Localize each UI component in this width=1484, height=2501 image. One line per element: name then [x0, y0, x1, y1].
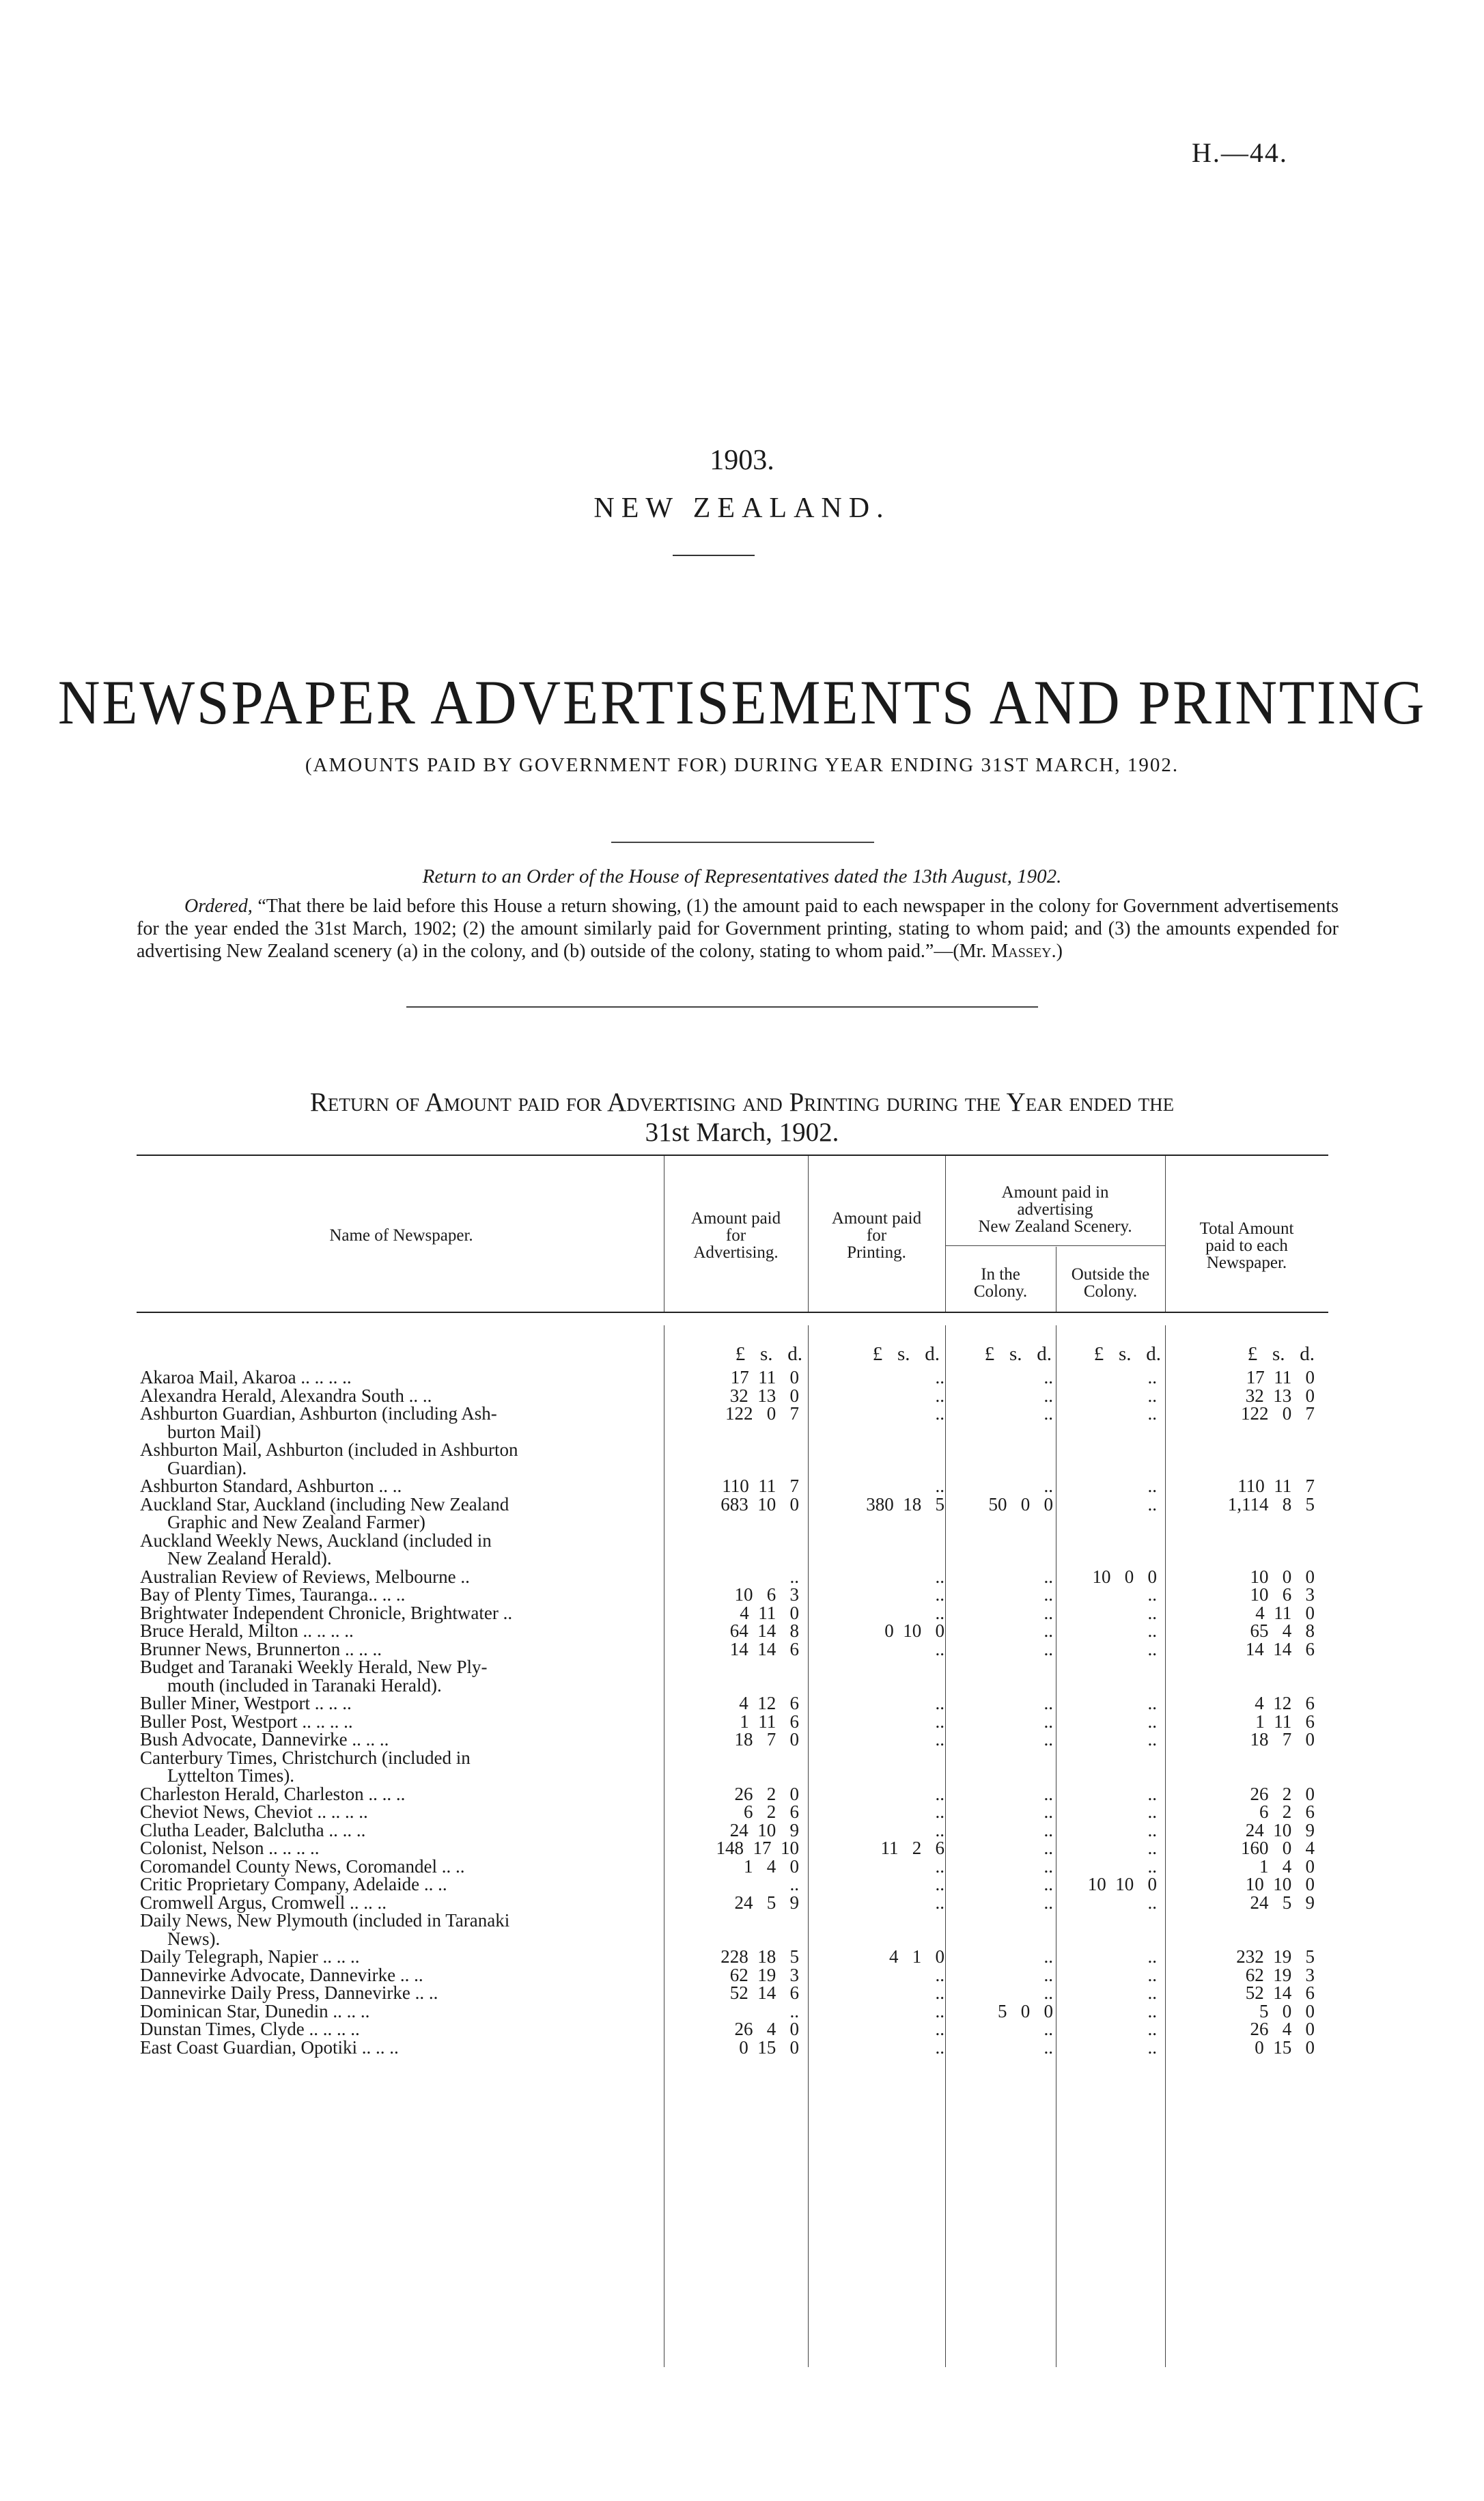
- order-closing: .): [1051, 941, 1063, 962]
- table-row: [0, 1966, 1484, 1985]
- header-printing: Amount paid for Printing.: [831, 1209, 922, 1262]
- amount-advertising: 64 14 8: [729, 1620, 799, 1641]
- amount-printing: ..: [935, 1602, 944, 1623]
- amount-scenery-in-colony: ..: [1044, 1711, 1053, 1732]
- amount-printing: 11 2 6: [880, 1838, 944, 1858]
- table-row: [0, 2002, 1484, 2021]
- amount-advertising: 122 0 7: [725, 1403, 799, 1424]
- amount-advertising: 0 15 0: [739, 2036, 799, 2058]
- amount-scenery-outside-colony: ..: [1147, 1385, 1157, 1406]
- newspaper-name: News).: [167, 1928, 221, 1949]
- table-row: [0, 1459, 1484, 1478]
- amount-advertising: 110 11 7: [722, 1476, 799, 1496]
- amount-scenery-in-colony: 50 0 0: [988, 1493, 1053, 1515]
- amount-scenery-outside-colony: ..: [1147, 1838, 1157, 1858]
- table-row: [0, 1857, 1484, 1876]
- newspaper-name: Bay of Plenty Times, Tauranga.. .. ..: [140, 1584, 406, 1605]
- amount-printing: ..: [935, 1367, 944, 1387]
- amount-total: 5 0 0: [1259, 2000, 1315, 2021]
- amount-scenery-outside-colony: 10 0 0: [1092, 1566, 1157, 1587]
- amount-total: 10 0 0: [1250, 1566, 1315, 1587]
- amount-scenery-outside-colony: ..: [1147, 2000, 1157, 2021]
- amount-total: 24 10 9: [1245, 1819, 1315, 1840]
- amount-advertising: 32 13 0: [729, 1385, 799, 1406]
- amount-total: 110 11 7: [1237, 1476, 1315, 1496]
- newspaper-name: Canterbury Times, Christchurch (included in: [140, 1747, 471, 1768]
- amount-printing: ..: [935, 1385, 944, 1406]
- amount-printing: 0 10 0: [884, 1620, 944, 1641]
- newspaper-name: Ashburton Mail, Ashburton (included in Ashburton: [140, 1439, 518, 1460]
- newspaper-name: Cromwell Argus, Cromwell .. .. ..: [140, 1892, 387, 1913]
- amount-scenery-in-colony: ..: [1044, 1403, 1053, 1424]
- amount-scenery-in-colony: ..: [1044, 1946, 1053, 1967]
- amount-scenery-in-colony: ..: [1044, 1982, 1053, 2003]
- newspaper-name: mouth (included in Taranaki Herald).: [167, 1674, 442, 1696]
- amount-printing: ..: [935, 1819, 944, 1840]
- amount-advertising: 62 19 3: [729, 1964, 799, 1985]
- newspaper-name: Charleston Herald, Charleston .. .. ..: [140, 1783, 406, 1804]
- amount-scenery-outside-colony: ..: [1147, 1602, 1157, 1623]
- table-row: [0, 1640, 1484, 1659]
- amount-printing: ..: [935, 1403, 944, 1424]
- header-in-colony: In the Colony.: [973, 1265, 1028, 1301]
- newspaper-name: burton Mail): [167, 1421, 262, 1442]
- year-heading: 1903.: [710, 445, 774, 476]
- return-title-line2: 31st March, 1902.: [645, 1118, 839, 1147]
- amount-printing: ..: [935, 1566, 944, 1587]
- newspaper-name: Buller Miner, Westport .. .. ..: [140, 1693, 352, 1713]
- table-row: [0, 1730, 1484, 1749]
- newspaper-name: Lyttelton Times).: [167, 1765, 295, 1786]
- table-row: [0, 1803, 1484, 1821]
- amount-scenery-in-colony: ..: [1044, 1602, 1053, 1623]
- unit-in-colony: £ s. d.: [984, 1343, 1052, 1365]
- amount-advertising: 683 10 0: [720, 1493, 799, 1515]
- amount-printing: ..: [935, 1638, 944, 1659]
- amount-scenery-in-colony: ..: [1044, 1367, 1053, 1387]
- newspaper-name: Brunner News, Brunnerton .. .. ..: [140, 1638, 382, 1659]
- amount-scenery-outside-colony: ..: [1147, 1946, 1157, 1967]
- divider: [611, 842, 874, 843]
- amount-scenery-in-colony: ..: [1044, 1729, 1053, 1750]
- amount-printing: ..: [935, 1874, 944, 1894]
- scenery-subrule: [945, 1245, 1165, 1246]
- table-header-rule: [137, 1312, 1328, 1313]
- amount-scenery-outside-colony: ..: [1147, 1493, 1157, 1515]
- table-row: [0, 1839, 1484, 1857]
- amount-scenery-in-colony: ..: [1044, 1838, 1053, 1858]
- amount-advertising: 18 7 0: [734, 1729, 799, 1750]
- amount-printing: 380 18 5: [866, 1493, 944, 1515]
- amount-printing: ..: [935, 1982, 944, 2003]
- table-row: [0, 1875, 1484, 1894]
- amount-total: 4 11 0: [1255, 1602, 1315, 1623]
- return-title: [0, 1088, 1484, 1148]
- newspaper-name: New Zealand Herald).: [167, 1548, 332, 1569]
- amount-scenery-outside-colony: ..: [1147, 1403, 1157, 1424]
- header-scenery: Amount paid in advertising New Zealand Scenery.: [978, 1183, 1132, 1236]
- amount-total: 0 15 0: [1255, 2036, 1315, 2058]
- amount-advertising: 24 5 9: [734, 1892, 799, 1913]
- table-row: [0, 1423, 1484, 1441]
- table-row: [0, 1948, 1484, 1966]
- unit-total: £ s. d.: [1247, 1343, 1315, 1365]
- amount-scenery-in-colony: ..: [1044, 1783, 1053, 1804]
- amount-scenery-in-colony: ..: [1044, 1855, 1053, 1877]
- amount-total: 26 4 0: [1250, 2019, 1315, 2039]
- divider: [673, 555, 755, 556]
- amount-scenery-outside-colony: ..: [1147, 1964, 1157, 1985]
- table-row: [0, 1586, 1484, 1604]
- table-row: [0, 1984, 1484, 2002]
- amount-scenery-outside-colony: ..: [1147, 2036, 1157, 2058]
- amount-scenery-outside-colony: ..: [1147, 1693, 1157, 1713]
- table-row: [0, 1749, 1484, 1767]
- amount-advertising: 4 12 6: [739, 1693, 799, 1713]
- amount-scenery-outside-colony: ..: [1147, 2019, 1157, 2039]
- newspaper-name: Dominican Star, Dunedin .. .. ..: [140, 2000, 370, 2021]
- amount-advertising: 228 18 5: [720, 1946, 799, 1967]
- table-row: [0, 1532, 1484, 1550]
- newspaper-name: East Coast Guardian, Opotiki .. .. ..: [140, 2036, 399, 2058]
- amount-total: 1,114 8 5: [1227, 1493, 1315, 1515]
- amount-scenery-in-colony: ..: [1044, 1620, 1053, 1641]
- amount-scenery-outside-colony: ..: [1147, 1801, 1157, 1822]
- table-row: [0, 1785, 1484, 1804]
- amount-scenery-in-colony: ..: [1044, 2036, 1053, 2058]
- header-name: Name of Newspaper.: [329, 1226, 473, 1245]
- amount-total: 232 19 5: [1236, 1946, 1315, 1967]
- newspaper-name: Clutha Leader, Balclutha .. .. ..: [140, 1819, 366, 1840]
- amount-advertising: 10 6 3: [734, 1584, 799, 1605]
- amount-scenery-outside-colony: ..: [1147, 1584, 1157, 1605]
- amount-printing: ..: [935, 1964, 944, 1985]
- newspaper-name: Buller Post, Westport .. .. .. ..: [140, 1711, 353, 1732]
- table-row: [0, 1405, 1484, 1423]
- amount-scenery-in-colony: ..: [1044, 1801, 1053, 1822]
- document-reference: H.—44.: [1192, 137, 1288, 168]
- amount-printing: ..: [935, 1476, 944, 1496]
- amount-printing: ..: [935, 1711, 944, 1732]
- table-top-rule: [137, 1155, 1328, 1156]
- amount-total: 32 13 0: [1245, 1385, 1315, 1406]
- order-body: “That there be laid before this House a return showing, (1) the amount paid to each newspaper in the colony for Government advertisements for the year ended the 31st March, 1902; (2) the amount similarly paid for Government printing, stating to whom paid; and (3) the amounts expended for advertising New Zealand scenery (a) in the colony, and (b) outside of the colony, stating to whom paid.”—(Mr.: [137, 896, 1339, 962]
- amount-total: 4 12 6: [1255, 1693, 1315, 1713]
- amount-scenery-outside-colony: ..: [1147, 1729, 1157, 1750]
- amount-total: 52 14 6: [1245, 1982, 1315, 2003]
- amount-advertising: 17 11 0: [730, 1367, 799, 1387]
- amount-printing: 4 1 0: [889, 1946, 944, 1967]
- amount-total: 62 19 3: [1245, 1964, 1315, 1985]
- amount-scenery-outside-colony: ..: [1147, 1476, 1157, 1496]
- table-row: [0, 1441, 1484, 1459]
- amount-advertising: 6 2 6: [744, 1801, 799, 1822]
- amount-scenery-outside-colony: ..: [1147, 1783, 1157, 1804]
- amount-total: 160 0 4: [1241, 1838, 1315, 1858]
- amount-advertising: 24 10 9: [729, 1819, 799, 1840]
- newspaper-name: Coromandel County News, Coromandel .. ..: [140, 1855, 465, 1877]
- newspaper-name: Dannevirke Advocate, Dannevirke .. ..: [140, 1964, 423, 1985]
- amount-printing: ..: [935, 2036, 944, 2058]
- amount-advertising: 1 4 0: [744, 1855, 799, 1877]
- header-total: Total Amount paid to each Newspaper.: [1199, 1219, 1294, 1272]
- amount-scenery-in-colony: ..: [1044, 1385, 1053, 1406]
- newspaper-name: Budget and Taranaki Weekly Herald, New Ply-: [140, 1657, 488, 1677]
- newspaper-name: Dannevirke Daily Press, Dannevirke .. ..: [140, 1982, 438, 2003]
- newspaper-name: Bush Advocate, Dannevirke .. .. ..: [140, 1729, 389, 1750]
- header-advertising: Amount paid for Advertising.: [690, 1209, 781, 1262]
- amount-scenery-in-colony: ..: [1044, 1874, 1053, 1894]
- table-row: [0, 1622, 1484, 1640]
- amount-total: 65 4 8: [1250, 1620, 1315, 1641]
- unit-outside-colony: £ s. d.: [1093, 1343, 1161, 1365]
- amount-scenery-outside-colony: ..: [1147, 1638, 1157, 1659]
- newspaper-name: Ashburton Standard, Ashburton .. ..: [140, 1476, 402, 1496]
- amount-total: 24 5 9: [1250, 1892, 1315, 1913]
- amount-total: 122 0 7: [1241, 1403, 1315, 1424]
- amount-scenery-outside-colony: ..: [1147, 1819, 1157, 1840]
- amount-scenery-outside-colony: ..: [1147, 1892, 1157, 1913]
- amount-scenery-in-colony: ..: [1044, 1964, 1053, 1985]
- amount-advertising: ..: [789, 1874, 799, 1894]
- amount-advertising: 26 4 0: [734, 2019, 799, 2039]
- amount-total: 1 11 6: [1255, 1711, 1315, 1732]
- newspaper-name: Akaroa Mail, Akaroa .. .. .. ..: [140, 1367, 352, 1387]
- order-text: [137, 895, 1339, 963]
- newspaper-name: Critic Proprietary Company, Adelaide .. ..: [140, 1874, 447, 1894]
- newspaper-name: Cheviot News, Cheviot .. .. .. ..: [140, 1801, 368, 1822]
- return-title-line1: Return of Amount paid for Advertising and Printing during the Year ended the: [309, 1088, 1175, 1117]
- newspaper-name: Guardian).: [167, 1457, 247, 1478]
- table-body: [0, 1368, 1484, 2056]
- newspaper-name: Alexandra Herald, Alexandra South .. ..: [140, 1385, 432, 1406]
- table-row: [0, 1930, 1484, 1948]
- amount-advertising: 4 11 0: [740, 1602, 799, 1623]
- amount-scenery-in-colony: ..: [1044, 1638, 1053, 1659]
- newspaper-name: Daily Telegraph, Napier .. .. ..: [140, 1946, 360, 1967]
- order-heading: Return to an Order of the House of Representatives dated the 13th August, 1902.: [422, 866, 1062, 887]
- newspaper-name: Bruce Herald, Milton .. .. .. ..: [140, 1620, 354, 1641]
- amount-scenery-in-colony: ..: [1044, 1892, 1053, 1913]
- newspaper-name: Australian Review of Reviews, Melbourne ..: [140, 1566, 470, 1587]
- header-outside-colony: Outside the Colony.: [1071, 1265, 1150, 1301]
- amount-scenery-in-colony: 5 0 0: [998, 2000, 1053, 2021]
- newspaper-name: Brightwater Independent Chronicle, Brightwater ..: [140, 1602, 513, 1623]
- newspaper-name: Auckland Star, Auckland (including New Zealand: [140, 1493, 509, 1515]
- amount-printing: ..: [935, 1693, 944, 1713]
- amount-scenery-outside-colony: ..: [1147, 1711, 1157, 1732]
- amount-advertising: ..: [789, 2000, 799, 2021]
- amount-total: 26 2 0: [1250, 1783, 1315, 1804]
- table-row: [0, 1495, 1484, 1514]
- unit-advertising: £ s. d.: [735, 1343, 802, 1365]
- amount-scenery-in-colony: ..: [1044, 1566, 1053, 1587]
- country-heading: NEW ZEALAND.: [593, 493, 891, 524]
- amount-printing: ..: [935, 1892, 944, 1913]
- amount-scenery-in-colony: ..: [1044, 1476, 1053, 1496]
- amount-scenery-outside-colony: ..: [1147, 1620, 1157, 1641]
- table-row: [0, 1676, 1484, 1695]
- table-row: [0, 1694, 1484, 1713]
- table-row: [0, 1821, 1484, 1840]
- newspaper-name: Ashburton Guardian, Ashburton (including Ash-: [140, 1403, 497, 1424]
- page-title: NEWSPAPER ADVERTISEMENTS AND PRINTING: [57, 667, 1427, 737]
- amount-total: 10 6 3: [1250, 1584, 1315, 1605]
- newspaper-name: Daily News, New Plymouth (included in Taranaki: [140, 1910, 510, 1931]
- amount-scenery-outside-colony: ..: [1147, 1367, 1157, 1387]
- table-row: [0, 1513, 1484, 1532]
- table-row: [0, 1713, 1484, 1731]
- amount-printing: ..: [935, 2019, 944, 2039]
- order-mover: Massey: [991, 941, 1052, 962]
- newspaper-name: Auckland Weekly News, Auckland (included in: [140, 1530, 492, 1551]
- amount-scenery-outside-colony: ..: [1147, 1982, 1157, 2003]
- amount-advertising: 14 14 6: [729, 1638, 799, 1659]
- amount-printing: ..: [935, 2000, 944, 2021]
- table-row: [0, 1604, 1484, 1622]
- amount-scenery-outside-colony: 10 10 0: [1087, 1874, 1157, 1894]
- amount-scenery-in-colony: ..: [1044, 1693, 1053, 1713]
- newspaper-name: Colonist, Nelson .. .. .. ..: [140, 1838, 320, 1858]
- amount-printing: ..: [935, 1855, 944, 1877]
- ordered-label: Ordered,: [184, 896, 253, 917]
- table-row: [0, 2036, 1484, 2058]
- table-row: [0, 1894, 1484, 1912]
- amount-total: 17 11 0: [1246, 1367, 1315, 1387]
- amount-printing: ..: [935, 1584, 944, 1605]
- amount-scenery-in-colony: ..: [1044, 2019, 1053, 2039]
- table-row: [0, 1658, 1484, 1676]
- table-row: [0, 1477, 1484, 1495]
- amount-printing: ..: [935, 1783, 944, 1804]
- newspaper-name: Dunstan Times, Clyde .. .. .. ..: [140, 2019, 360, 2039]
- amount-printing: ..: [935, 1729, 944, 1750]
- page-subtitle: (AMOUNTS PAID BY GOVERNMENT FOR) DURING YEAR ENDING 31ST MARCH, 1902.: [305, 754, 1179, 776]
- table-row: [0, 1368, 1484, 1387]
- table-row: [0, 1568, 1484, 1586]
- amount-advertising: 26 2 0: [734, 1783, 799, 1804]
- amount-advertising: 1 11 6: [740, 1711, 799, 1732]
- amount-scenery-outside-colony: ..: [1147, 1855, 1157, 1877]
- table-row: [0, 1549, 1484, 1568]
- amount-advertising: 148 17 10: [716, 1838, 799, 1858]
- amount-total: 14 14 6: [1245, 1638, 1315, 1659]
- amount-advertising: ..: [789, 1566, 799, 1587]
- newspaper-name: Graphic and New Zealand Farmer): [167, 1512, 425, 1532]
- amount-printing: ..: [935, 1801, 944, 1822]
- table-row: [0, 1911, 1484, 1930]
- amount-total: 6 2 6: [1259, 1801, 1315, 1822]
- amount-scenery-in-colony: ..: [1044, 1819, 1053, 1840]
- amount-scenery-in-colony: ..: [1044, 1584, 1053, 1605]
- table-row: [0, 1767, 1484, 1785]
- unit-printing: £ s. d.: [872, 1343, 940, 1365]
- amount-total: 10 10 0: [1245, 1874, 1315, 1894]
- table-row: [0, 2020, 1484, 2039]
- amount-total: 1 4 0: [1259, 1855, 1315, 1877]
- amount-total: 18 7 0: [1250, 1729, 1315, 1750]
- amount-advertising: 52 14 6: [729, 1982, 799, 2003]
- divider: [406, 1006, 1038, 1008]
- table-row: [0, 1387, 1484, 1405]
